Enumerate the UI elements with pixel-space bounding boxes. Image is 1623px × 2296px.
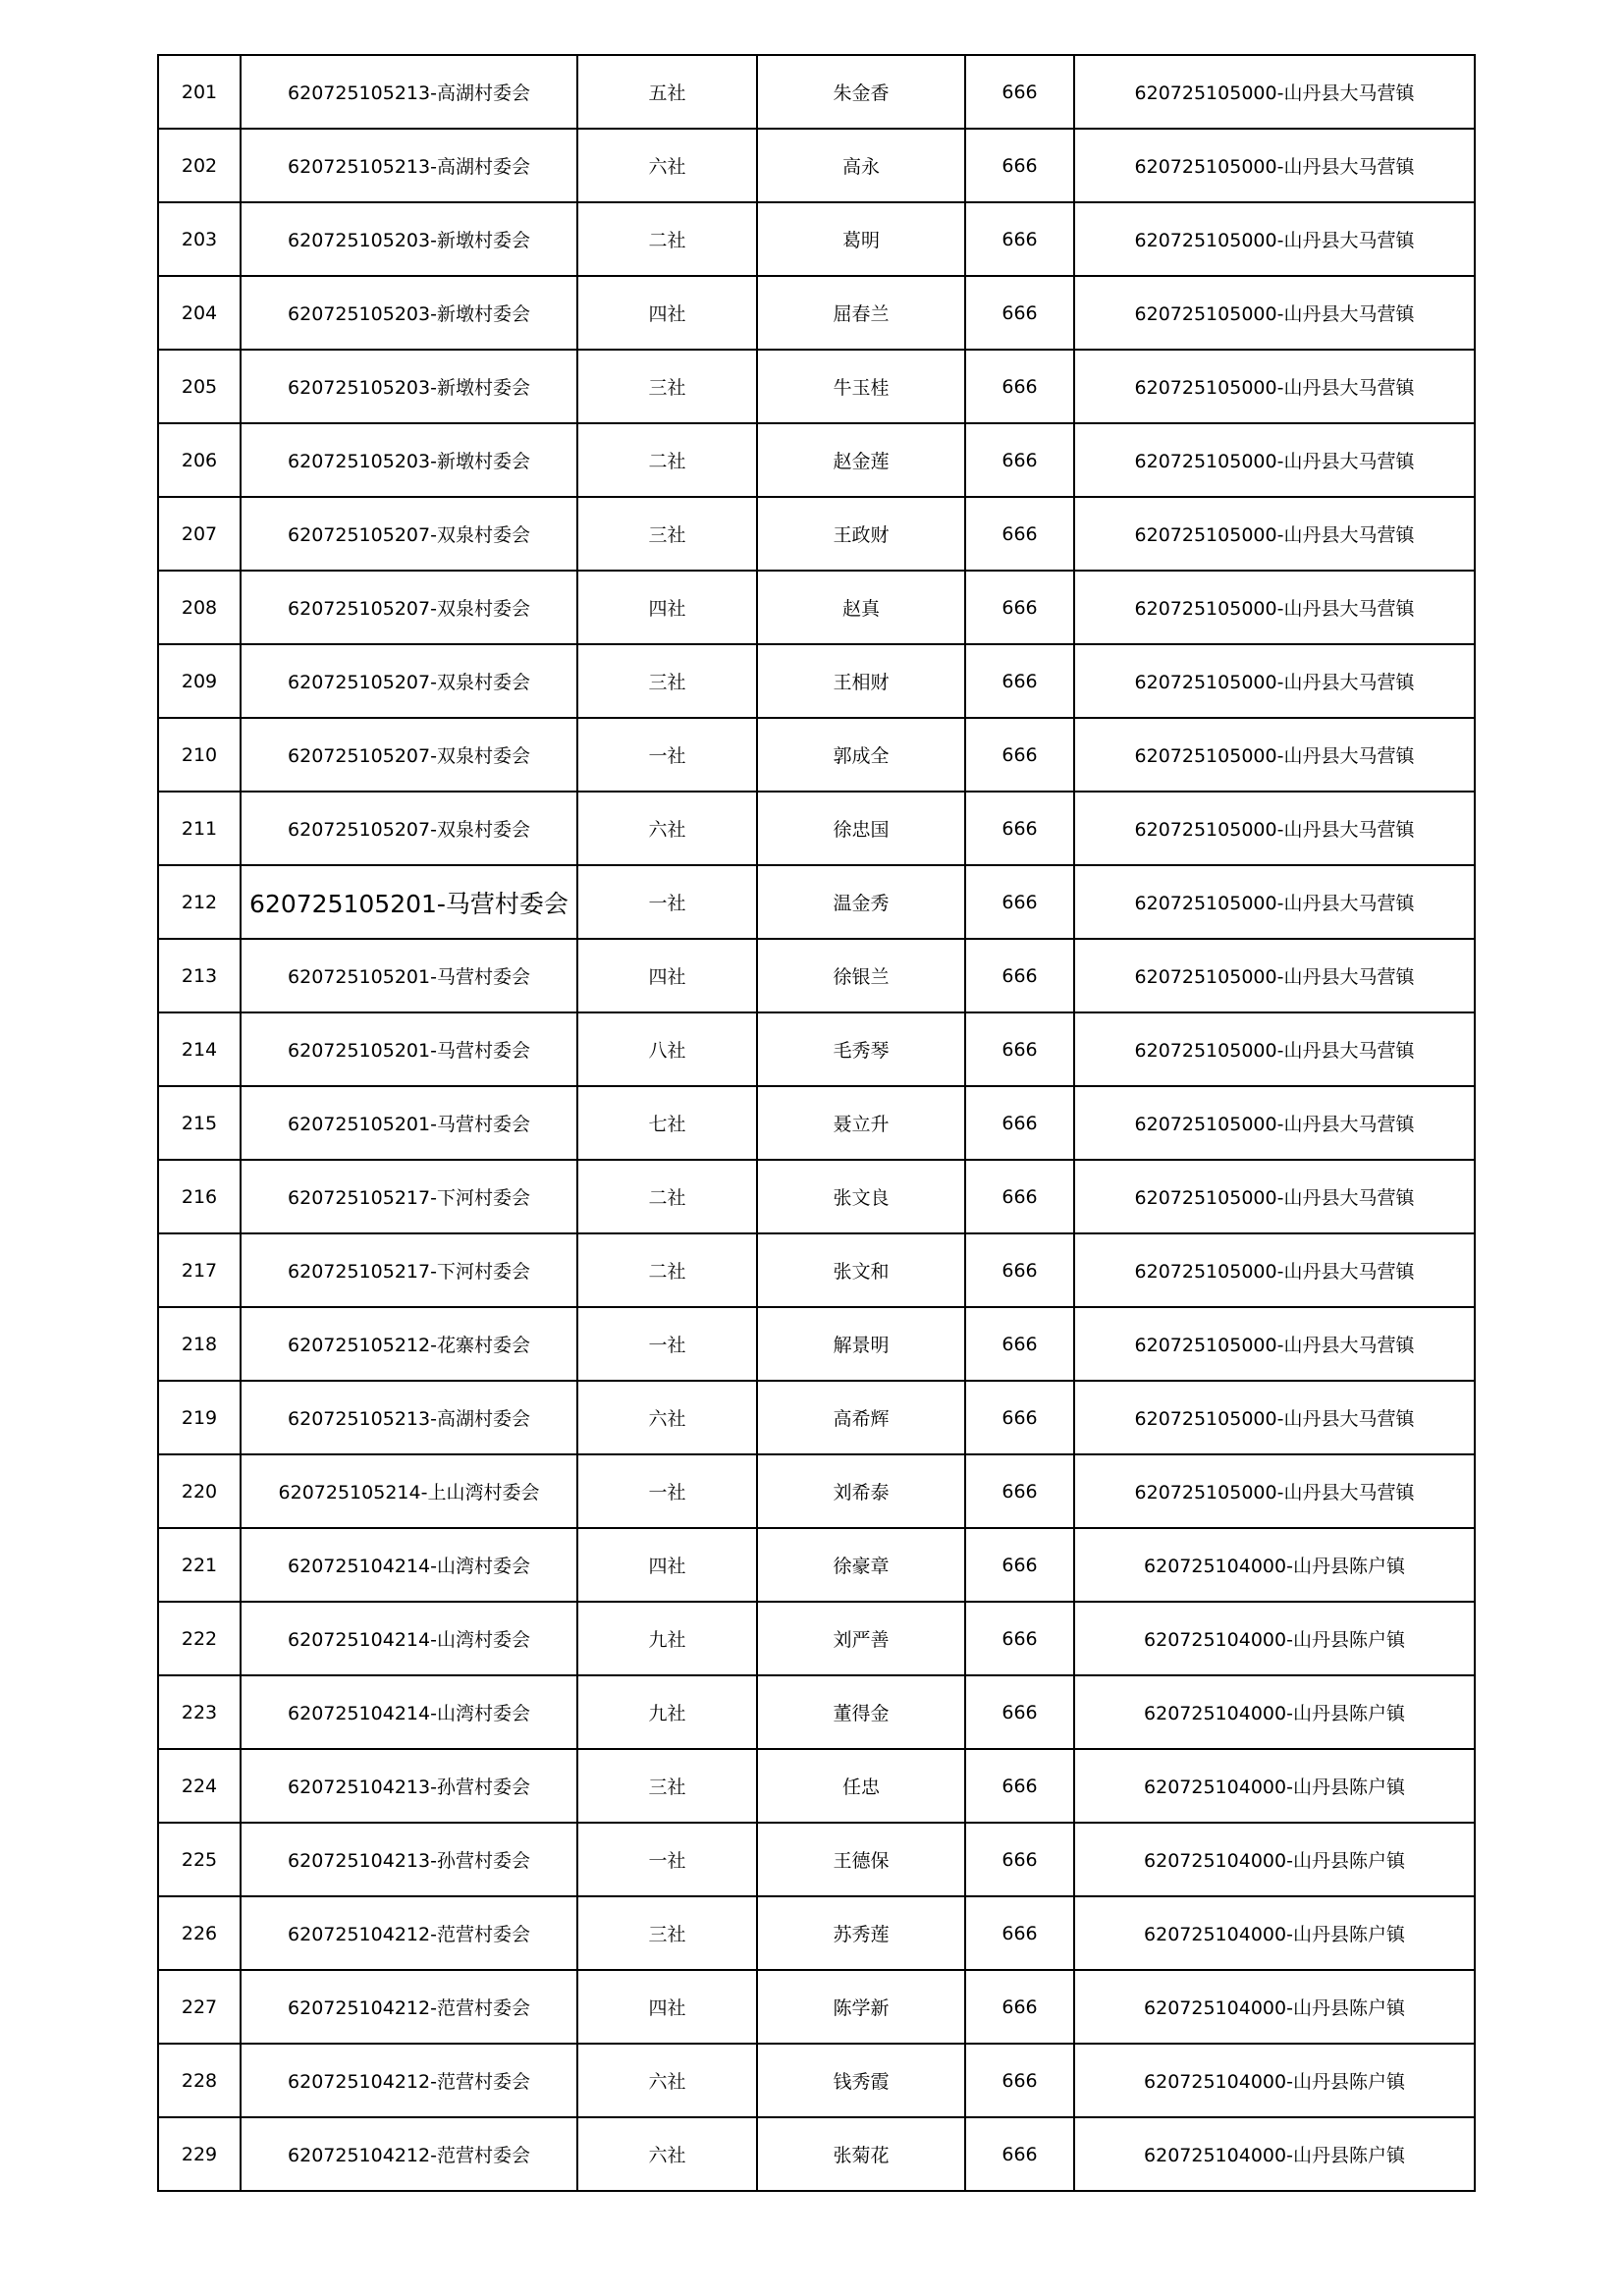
person-name-cell: 赵真 <box>757 571 965 644</box>
amount-cell: 666 <box>965 571 1074 644</box>
group-cell: 四社 <box>577 276 757 350</box>
row-number-cell: 227 <box>158 1970 241 2044</box>
amount-cell: 666 <box>965 939 1074 1012</box>
village-committee-cell: 620725105201-马营村委会 <box>241 1012 577 1086</box>
table-row <box>158 1528 1475 1602</box>
amount-cell: 666 <box>965 1381 1074 1454</box>
person-name-cell: 赵金莲 <box>757 423 965 497</box>
town-cell: 620725104000-山丹县陈户镇 <box>1074 1896 1475 1970</box>
town-cell: 620725105000-山丹县大马营镇 <box>1074 202 1475 276</box>
table-row <box>158 939 1475 1012</box>
town-cell: 620725105000-山丹县大马营镇 <box>1074 423 1475 497</box>
group-cell: 三社 <box>577 497 757 571</box>
table-row <box>158 55 1475 129</box>
group-cell: 九社 <box>577 1602 757 1675</box>
row-number-cell: 221 <box>158 1528 241 1602</box>
amount-cell: 666 <box>965 1233 1074 1307</box>
town-cell: 620725105000-山丹县大马营镇 <box>1074 350 1475 423</box>
person-name-cell: 高希辉 <box>757 1381 965 1454</box>
person-name-cell: 解景明 <box>757 1307 965 1381</box>
group-cell: 六社 <box>577 792 757 865</box>
town-cell: 620725104000-山丹县陈户镇 <box>1074 2117 1475 2191</box>
amount-cell: 666 <box>965 129 1074 202</box>
row-number-cell: 213 <box>158 939 241 1012</box>
amount-cell: 666 <box>965 1160 1074 1233</box>
village-committee-cell: 620725104214-山湾村委会 <box>241 1675 577 1749</box>
person-name-cell: 牛玉桂 <box>757 350 965 423</box>
table-row <box>158 276 1475 350</box>
table-row <box>158 497 1475 571</box>
row-number-cell: 210 <box>158 718 241 792</box>
row-number-cell: 216 <box>158 1160 241 1233</box>
row-number-cell: 229 <box>158 2117 241 2191</box>
table-row <box>158 1012 1475 1086</box>
village-committee-cell: 620725104212-范营村委会 <box>241 2117 577 2191</box>
table-row <box>158 1896 1475 1970</box>
amount-cell: 666 <box>965 1970 1074 2044</box>
amount-cell: 666 <box>965 718 1074 792</box>
table-row <box>158 1970 1475 2044</box>
group-cell: 二社 <box>577 1160 757 1233</box>
amount-cell: 666 <box>965 497 1074 571</box>
row-number-cell: 223 <box>158 1675 241 1749</box>
person-name-cell: 朱金香 <box>757 55 965 129</box>
amount-cell: 666 <box>965 1528 1074 1602</box>
town-cell: 620725104000-山丹县陈户镇 <box>1074 2044 1475 2117</box>
table-row <box>158 1602 1475 1675</box>
town-cell: 620725105000-山丹县大马营镇 <box>1074 865 1475 939</box>
amount-cell: 666 <box>965 1307 1074 1381</box>
person-name-cell: 高永 <box>757 129 965 202</box>
group-cell: 六社 <box>577 2117 757 2191</box>
group-cell: 八社 <box>577 1012 757 1086</box>
town-cell: 620725104000-山丹县陈户镇 <box>1074 1970 1475 2044</box>
group-cell: 四社 <box>577 571 757 644</box>
row-number-cell: 224 <box>158 1749 241 1823</box>
town-cell: 620725104000-山丹县陈户镇 <box>1074 1675 1475 1749</box>
group-cell: 二社 <box>577 1233 757 1307</box>
person-name-cell: 董得金 <box>757 1675 965 1749</box>
row-number-cell: 209 <box>158 644 241 718</box>
group-cell: 五社 <box>577 55 757 129</box>
village-committee-cell: 620725105213-高湖村委会 <box>241 129 577 202</box>
group-cell: 三社 <box>577 1749 757 1823</box>
row-number-cell: 228 <box>158 2044 241 2117</box>
village-committee-cell: 620725105212-花寨村委会 <box>241 1307 577 1381</box>
row-number-cell: 220 <box>158 1454 241 1528</box>
group-cell: 四社 <box>577 1970 757 2044</box>
roster-table <box>157 54 1476 2192</box>
amount-cell: 666 <box>965 202 1074 276</box>
person-name-cell: 葛明 <box>757 202 965 276</box>
village-committee-cell: 620725105214-上山湾村委会 <box>241 1454 577 1528</box>
village-committee-cell: 620725105203-新墩村委会 <box>241 423 577 497</box>
table-row <box>158 1233 1475 1307</box>
row-number-cell: 207 <box>158 497 241 571</box>
town-cell: 620725105000-山丹县大马营镇 <box>1074 1307 1475 1381</box>
town-cell: 620725105000-山丹县大马营镇 <box>1074 1454 1475 1528</box>
table-row <box>158 1381 1475 1454</box>
group-cell: 三社 <box>577 1896 757 1970</box>
town-cell: 620725104000-山丹县陈户镇 <box>1074 1528 1475 1602</box>
town-cell: 620725105000-山丹县大马营镇 <box>1074 718 1475 792</box>
person-name-cell: 王相财 <box>757 644 965 718</box>
town-cell: 620725104000-山丹县陈户镇 <box>1074 1749 1475 1823</box>
amount-cell: 666 <box>965 1012 1074 1086</box>
person-name-cell: 聂立升 <box>757 1086 965 1160</box>
group-cell: 九社 <box>577 1675 757 1749</box>
table-row <box>158 1454 1475 1528</box>
person-name-cell: 苏秀莲 <box>757 1896 965 1970</box>
town-cell: 620725105000-山丹县大马营镇 <box>1074 644 1475 718</box>
amount-cell: 666 <box>965 792 1074 865</box>
table-row <box>158 571 1475 644</box>
person-name-cell: 郭成全 <box>757 718 965 792</box>
person-name-cell: 任忠 <box>757 1749 965 1823</box>
town-cell: 620725105000-山丹县大马营镇 <box>1074 1381 1475 1454</box>
person-name-cell: 刘严善 <box>757 1602 965 1675</box>
group-cell: 一社 <box>577 1454 757 1528</box>
group-cell: 一社 <box>577 865 757 939</box>
town-cell: 620725105000-山丹县大马营镇 <box>1074 571 1475 644</box>
amount-cell: 666 <box>965 1675 1074 1749</box>
group-cell: 一社 <box>577 1823 757 1896</box>
person-name-cell: 陈学新 <box>757 1970 965 2044</box>
town-cell: 620725104000-山丹县陈户镇 <box>1074 1823 1475 1896</box>
table-row <box>158 1160 1475 1233</box>
village-committee-cell: 620725105203-新墩村委会 <box>241 202 577 276</box>
town-cell: 620725105000-山丹县大马营镇 <box>1074 1012 1475 1086</box>
row-number-cell: 204 <box>158 276 241 350</box>
amount-cell: 666 <box>965 865 1074 939</box>
person-name-cell: 王政财 <box>757 497 965 571</box>
table-row <box>158 1675 1475 1749</box>
village-committee-cell: 620725105217-下河村委会 <box>241 1160 577 1233</box>
person-name-cell: 张文良 <box>757 1160 965 1233</box>
village-committee-cell: 620725104214-山湾村委会 <box>241 1528 577 1602</box>
amount-cell: 666 <box>965 2117 1074 2191</box>
row-number-cell: 217 <box>158 1233 241 1307</box>
village-committee-cell: 620725104212-范营村委会 <box>241 1970 577 2044</box>
town-cell: 620725105000-山丹县大马营镇 <box>1074 497 1475 571</box>
village-committee-cell: 620725105201-马营村委会 <box>241 1086 577 1160</box>
person-name-cell: 张菊花 <box>757 2117 965 2191</box>
amount-cell: 666 <box>965 1896 1074 1970</box>
table-row <box>158 865 1475 939</box>
group-cell: 一社 <box>577 1307 757 1381</box>
row-number-cell: 225 <box>158 1823 241 1896</box>
group-cell: 四社 <box>577 939 757 1012</box>
amount-cell: 666 <box>965 1749 1074 1823</box>
row-number-cell: 208 <box>158 571 241 644</box>
town-cell: 620725105000-山丹县大马营镇 <box>1074 1160 1475 1233</box>
village-committee-cell: 620725105217-下河村委会 <box>241 1233 577 1307</box>
group-cell: 六社 <box>577 1381 757 1454</box>
village-committee-cell: 620725105207-双泉村委会 <box>241 644 577 718</box>
table-row <box>158 2117 1475 2191</box>
village-committee-cell: 620725105207-双泉村委会 <box>241 571 577 644</box>
town-cell: 620725105000-山丹县大马营镇 <box>1074 939 1475 1012</box>
town-cell: 620725104000-山丹县陈户镇 <box>1074 1602 1475 1675</box>
table-row <box>158 1086 1475 1160</box>
group-cell: 二社 <box>577 202 757 276</box>
row-number-cell: 202 <box>158 129 241 202</box>
table-row <box>158 1307 1475 1381</box>
village-committee-cell: 620725104213-孙营村委会 <box>241 1749 577 1823</box>
row-number-cell: 222 <box>158 1602 241 1675</box>
group-cell: 一社 <box>577 718 757 792</box>
village-committee-cell: 620725104212-范营村委会 <box>241 1896 577 1970</box>
table-row <box>158 202 1475 276</box>
group-cell: 二社 <box>577 423 757 497</box>
row-number-cell: 201 <box>158 55 241 129</box>
amount-cell: 666 <box>965 1602 1074 1675</box>
village-committee-cell: 620725105207-双泉村委会 <box>241 497 577 571</box>
village-committee-cell: 620725105201-马营村委会 <box>241 939 577 1012</box>
village-committee-cell: 620725104212-范营村委会 <box>241 2044 577 2117</box>
row-number-cell: 205 <box>158 350 241 423</box>
person-name-cell: 温金秀 <box>757 865 965 939</box>
group-cell: 四社 <box>577 1528 757 1602</box>
row-number-cell: 211 <box>158 792 241 865</box>
village-committee-cell: 620725104213-孙营村委会 <box>241 1823 577 1896</box>
person-name-cell: 徐忠国 <box>757 792 965 865</box>
person-name-cell: 钱秀霞 <box>757 2044 965 2117</box>
table-row <box>158 644 1475 718</box>
table-row <box>158 129 1475 202</box>
amount-cell: 666 <box>965 1823 1074 1896</box>
table-row <box>158 1823 1475 1896</box>
row-number-cell: 206 <box>158 423 241 497</box>
amount-cell: 666 <box>965 1454 1074 1528</box>
town-cell: 620725105000-山丹县大马营镇 <box>1074 1233 1475 1307</box>
table-body <box>158 55 1475 2191</box>
amount-cell: 666 <box>965 423 1074 497</box>
amount-cell: 666 <box>965 55 1074 129</box>
table-row <box>158 792 1475 865</box>
table-row <box>158 1749 1475 1823</box>
row-number-cell: 219 <box>158 1381 241 1454</box>
amount-cell: 666 <box>965 1086 1074 1160</box>
table-row <box>158 350 1475 423</box>
village-committee-cell: 620725105203-新墩村委会 <box>241 276 577 350</box>
town-cell: 620725105000-山丹县大马营镇 <box>1074 1086 1475 1160</box>
row-number-cell: 218 <box>158 1307 241 1381</box>
person-name-cell: 毛秀琴 <box>757 1012 965 1086</box>
table-row <box>158 2044 1475 2117</box>
person-name-cell: 张文和 <box>757 1233 965 1307</box>
town-cell: 620725105000-山丹县大马营镇 <box>1074 276 1475 350</box>
village-committee-cell: 620725105213-高湖村委会 <box>241 55 577 129</box>
table-row <box>158 718 1475 792</box>
town-cell: 620725105000-山丹县大马营镇 <box>1074 129 1475 202</box>
table-row <box>158 423 1475 497</box>
row-number-cell: 214 <box>158 1012 241 1086</box>
group-cell: 三社 <box>577 350 757 423</box>
row-number-cell: 212 <box>158 865 241 939</box>
row-number-cell: 203 <box>158 202 241 276</box>
amount-cell: 666 <box>965 2044 1074 2117</box>
village-committee-cell: 620725105203-新墩村委会 <box>241 350 577 423</box>
amount-cell: 666 <box>965 644 1074 718</box>
person-name-cell: 徐豪章 <box>757 1528 965 1602</box>
person-name-cell: 刘希泰 <box>757 1454 965 1528</box>
amount-cell: 666 <box>965 276 1074 350</box>
town-cell: 620725105000-山丹县大马营镇 <box>1074 792 1475 865</box>
person-name-cell: 徐银兰 <box>757 939 965 1012</box>
town-cell: 620725105000-山丹县大马营镇 <box>1074 55 1475 129</box>
village-committee-cell: 620725105213-高湖村委会 <box>241 1381 577 1454</box>
village-committee-cell: 620725105201-马营村委会 <box>241 865 577 939</box>
village-committee-cell: 620725105207-双泉村委会 <box>241 792 577 865</box>
group-cell: 六社 <box>577 129 757 202</box>
amount-cell: 666 <box>965 350 1074 423</box>
village-committee-cell: 620725104214-山湾村委会 <box>241 1602 577 1675</box>
group-cell: 六社 <box>577 2044 757 2117</box>
group-cell: 七社 <box>577 1086 757 1160</box>
village-committee-cell: 620725105207-双泉村委会 <box>241 718 577 792</box>
row-number-cell: 215 <box>158 1086 241 1160</box>
group-cell: 三社 <box>577 644 757 718</box>
person-name-cell: 王德保 <box>757 1823 965 1896</box>
person-name-cell: 屈春兰 <box>757 276 965 350</box>
row-number-cell: 226 <box>158 1896 241 1970</box>
